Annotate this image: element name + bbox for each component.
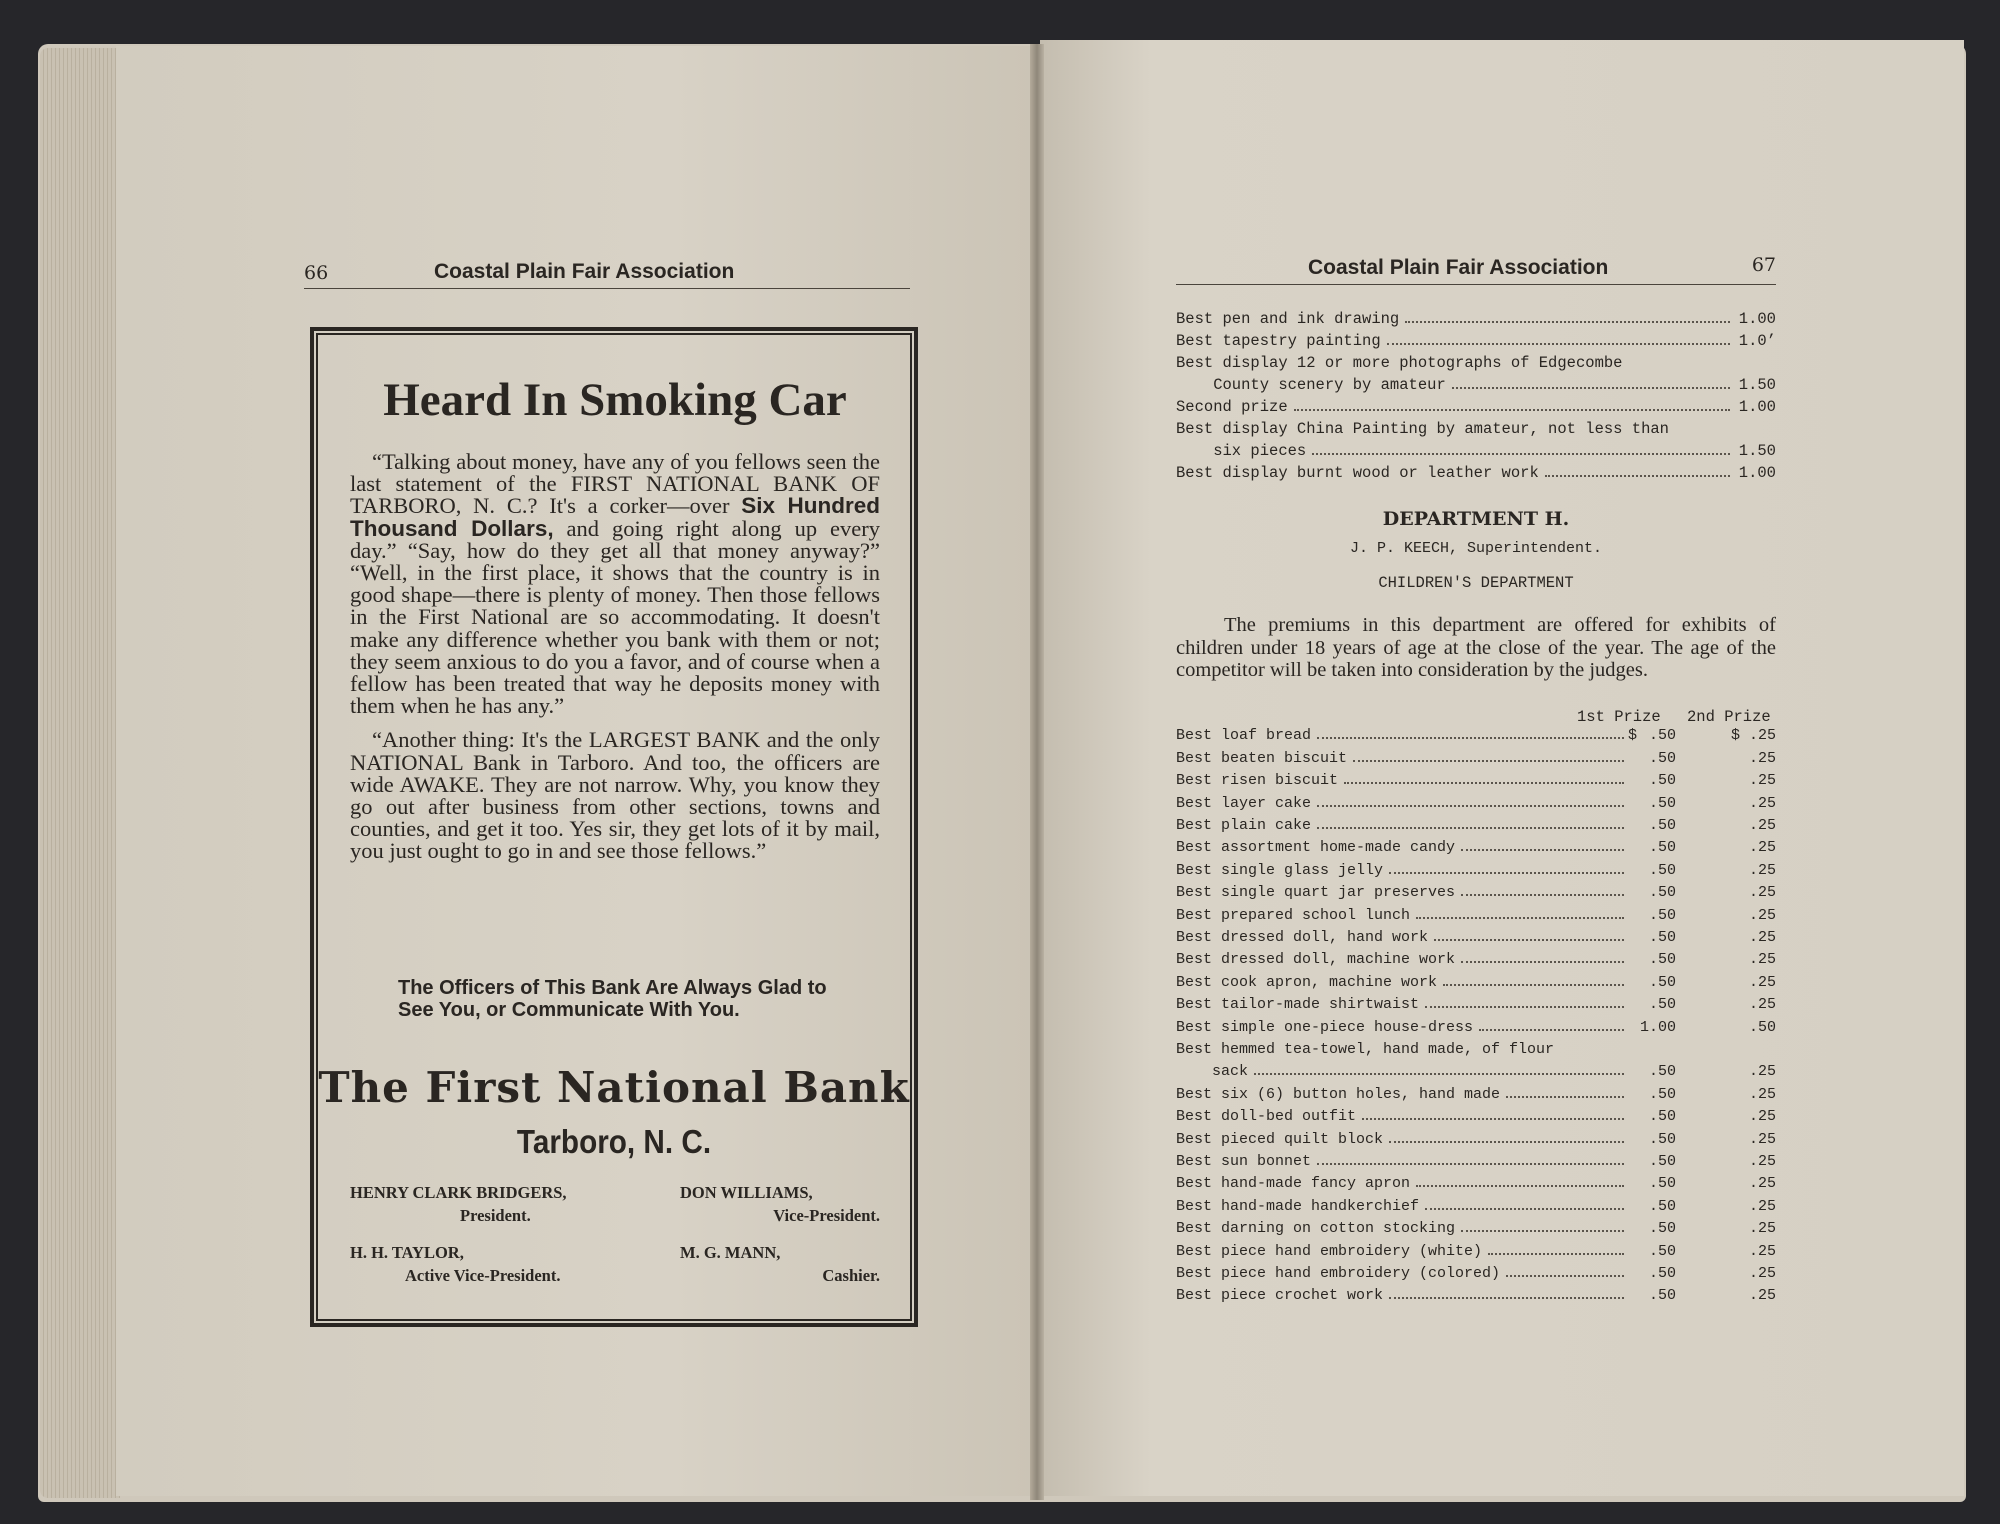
dot-leader (1405, 321, 1730, 323)
first-prize: .50 (1648, 996, 1676, 1014)
dot-leader (1479, 1029, 1624, 1031)
first-prize: .50 (1648, 1287, 1676, 1305)
prize-row (1176, 879, 1776, 901)
first-prize: .50 (1648, 1242, 1676, 1260)
dot-leader (1461, 961, 1624, 963)
prize-row (1176, 1148, 1776, 1170)
first-prize: .50 (1648, 861, 1676, 879)
first-prize: .50 (1648, 772, 1676, 790)
item-label: Best hand-made fancy apron (1176, 1175, 1411, 1193)
first-prize: .50 (1648, 1130, 1676, 1148)
first-prize: .50 (1648, 1152, 1676, 1170)
item-value: 1.00 (1738, 310, 1776, 328)
ad-paragraph-2: “Another thing: It's the LARGEST BANK and the only NATIONAL Bank in Tarboro. And too, the officers are wide AWAKE. They are not narrow. Why, you know they go out after business from other sections, towns and counties, and get it too. Yes sir, they get lots of it by mail, you just ought to go in and see those fellows.” (350, 727, 880, 864)
first-prize: .50 (1648, 906, 1676, 924)
item-label: Best six (6) button holes, hand made (1176, 1085, 1501, 1103)
item-value: 1.00 (1738, 464, 1776, 482)
second-prize: .25 (1748, 794, 1776, 812)
page-number: 66 (304, 262, 329, 284)
first-prize: 1.00 (1640, 1018, 1677, 1036)
first-prize: .50 (1648, 1085, 1676, 1103)
dot-leader (1317, 1163, 1624, 1165)
dot-leader (1425, 1208, 1624, 1210)
item-label: Best piece crochet work (1176, 1287, 1384, 1305)
item-label: Best simple one-piece house-dress (1176, 1018, 1474, 1036)
ad-title: Heard In Smoking Car (383, 374, 847, 426)
item-label: Best plain cake (1176, 816, 1312, 834)
item-label: Best tapestry painting (1176, 332, 1381, 350)
item-label: Best single quart jar preserves (1176, 884, 1456, 902)
bank-name: The First National Bank (318, 1063, 910, 1112)
prize-row (1176, 1013, 1776, 1035)
second-prize: .25 (1748, 906, 1776, 924)
prize-row (1176, 968, 1776, 990)
item-label: Second prize (1176, 398, 1288, 416)
right-running-header (1176, 256, 1776, 285)
prize-row (1176, 1103, 1776, 1125)
item-label: Best layer cake (1176, 794, 1312, 812)
second-prize: .25 (1748, 749, 1776, 767)
item-label: Best dressed doll, hand work (1176, 928, 1429, 946)
second-prize: .25 (1748, 1287, 1776, 1305)
item-label: Best doll-bed outfit (1176, 1108, 1357, 1126)
dot-leader (1387, 343, 1730, 345)
dot-leader (1312, 453, 1730, 455)
second-prize: .25 (1748, 861, 1776, 879)
dot-leader (1461, 894, 1624, 896)
book-gutter (1030, 44, 1044, 1500)
second-prize: .25 (1748, 996, 1776, 1014)
first-prize: .50 (1648, 928, 1676, 946)
officer: DON WILLIAMS, Vice-President. (680, 1183, 880, 1225)
second-prize: .25 (1748, 951, 1776, 969)
first-prize: .50 (1648, 884, 1676, 902)
dot-leader (1389, 872, 1624, 874)
item-label: Best piece hand embroidery (white) (1176, 1242, 1483, 1260)
prize-item (1176, 394, 1776, 416)
bank-advertisement (310, 327, 918, 1327)
first-prize: .50 (1648, 1220, 1676, 1238)
first-prize: .50 (1648, 727, 1676, 745)
first-prize: .50 (1648, 951, 1676, 969)
left-running-header (304, 260, 910, 289)
item-label: Best risen biscuit (1176, 772, 1339, 790)
prize-row (1176, 744, 1776, 766)
dot-leader (1416, 1185, 1624, 1187)
prize-item (1176, 350, 1776, 372)
first-prize: .50 (1648, 794, 1676, 812)
prize-item (1176, 372, 1776, 394)
page-edges (40, 48, 120, 1498)
item-label: Best cook apron, machine work (1176, 973, 1438, 991)
second-prize: .25 (1748, 973, 1776, 991)
item-label: six pieces (1176, 442, 1307, 460)
dot-leader (1506, 1096, 1624, 1098)
item-label: Best beaten biscuit (1176, 749, 1348, 767)
second-prize: $ .25 (1730, 727, 1776, 745)
item-value: 1.00 (1738, 398, 1776, 416)
item-label: Best hand-made handkerchief (1176, 1197, 1420, 1215)
prize-row (1176, 1215, 1776, 1237)
ad-body (350, 451, 880, 863)
dot-leader (1389, 1141, 1624, 1143)
first-prize: .50 (1648, 1063, 1676, 1081)
dot-leader (1443, 984, 1624, 986)
item-label: Best darning on cotton stocking (1176, 1220, 1456, 1238)
first-prize: .50 (1648, 1264, 1676, 1282)
item-label: Best display burnt wood or leather work (1176, 464, 1539, 482)
prize-item (1176, 416, 1776, 438)
prize-row (1176, 991, 1776, 1013)
officer: H. H. TAYLOR, Active Vice-President. (350, 1243, 561, 1285)
dot-leader (1294, 409, 1730, 411)
first-prize: .50 (1648, 816, 1676, 834)
dot-leader (1317, 737, 1624, 739)
superintendent: J. P. KEECH, Superintendent. (1349, 540, 1603, 557)
item-label: Best display 12 or more photographs of Edgecombe (1176, 354, 1623, 372)
department-heading: DEPARTMENT H. (1382, 508, 1570, 530)
prize-row (1176, 1036, 1776, 1058)
item-label: Best sun bonnet (1176, 1152, 1312, 1170)
first-prize: .50 (1648, 1175, 1676, 1193)
dot-leader (1461, 849, 1624, 851)
running-head-title: Coastal Plain Fair Association (1308, 256, 1609, 279)
item-label: Best pieced quilt block (1176, 1130, 1384, 1148)
dot-leader (1434, 939, 1624, 941)
first-prize: .50 (1648, 1108, 1676, 1126)
second-prize: .25 (1748, 928, 1776, 946)
first-prize: .50 (1648, 1197, 1676, 1215)
dot-leader (1452, 387, 1730, 389)
dot-leader (1488, 1253, 1624, 1255)
prize-row (1176, 901, 1776, 923)
prize-item (1176, 438, 1776, 460)
second-prize: .25 (1748, 816, 1776, 834)
second-prize: .25 (1748, 1085, 1776, 1103)
second-prize: .25 (1748, 884, 1776, 902)
prize-row (1176, 946, 1776, 968)
item-label: sack (1176, 1063, 1249, 1081)
page-number: 67 (1751, 254, 1776, 276)
second-prize: .25 (1748, 1220, 1776, 1238)
item-value: 1.50 (1738, 442, 1776, 460)
ad-paragraph-bold: Six Hundred Thousand Dollars, (350, 493, 880, 541)
ad-tagline: The Officers of This Bank Are Always Glad to See You, or Communicate With You. (398, 977, 827, 1021)
prize-row (1176, 1170, 1776, 1192)
bank-town: Tarboro, N. C. (516, 1123, 712, 1160)
first-prize: .50 (1648, 749, 1676, 767)
item-label: Best assortment home-made candy (1176, 839, 1456, 857)
second-prize: .25 (1748, 1152, 1776, 1170)
dot-leader (1506, 1275, 1624, 1277)
prize-row (1176, 1260, 1776, 1282)
second-prize: .50 (1748, 1018, 1776, 1036)
item-value: 1.0’ (1738, 332, 1776, 350)
prize-item (1176, 460, 1776, 482)
second-prize: .25 (1748, 1130, 1776, 1148)
item-label: County scenery by amateur (1176, 376, 1446, 394)
second-prize: .25 (1748, 1242, 1776, 1260)
prize-row (1176, 856, 1776, 878)
ad-paragraph-1a: “Talking about money, have any of you fellows seen the last statement of the FIRST NATIONAL BANK OF TARBORO, N. C.? It's a corker—over (350, 449, 880, 519)
intro-paragraph: The premiums in this department are offered for exhibits of children under 18 years of age at the close of the year. The age of the competitor will be taken into consideration by the judges. (1176, 614, 1776, 681)
prize-row (1176, 722, 1776, 744)
dot-leader (1344, 782, 1624, 784)
second-prize: .25 (1748, 1264, 1776, 1282)
prize-item (1176, 328, 1776, 350)
dollar-sign: $ (1628, 727, 1638, 745)
subdepartment-heading: CHILDREN'S DEPARTMENT (1378, 574, 1574, 592)
dot-leader (1425, 1006, 1624, 1008)
prize-row (1176, 1080, 1776, 1102)
ad-paragraph-1b: and going right along up every day.” “Say, how do they get all that money anyway?” “Well, in the first place, it shows that the country is in good shape—there is plenty of money. Then those fellows in the First National are so accommodating. It doesn't make any difference whether you bank with them or not; they seem anxious to do you a favor, and of course when a fellow has been treated that way he deposits money with them when he has any.” (350, 515, 881, 719)
dot-leader (1362, 1118, 1624, 1120)
item-value: 1.50 (1738, 376, 1776, 394)
officer: HENRY CLARK BRIDGERS, President. (350, 1183, 567, 1225)
item-label: Best piece hand embroidery (colored) (1176, 1264, 1501, 1282)
officer: M. G. MANN, Cashier. (680, 1243, 880, 1285)
dot-leader (1389, 1297, 1624, 1299)
item-label: Best display China Painting by amateur, not less than (1176, 420, 1669, 438)
prize-row (1176, 1058, 1776, 1080)
second-prize: .25 (1748, 1108, 1776, 1126)
prize-row (1176, 1125, 1776, 1147)
column-header-1st: 1st Prize (1577, 708, 1661, 726)
prize-row (1176, 789, 1776, 811)
dot-leader (1545, 475, 1730, 477)
running-head-title: Coastal Plain Fair Association (434, 260, 735, 283)
item-label: Best pen and ink drawing (1176, 310, 1400, 328)
dot-leader (1317, 805, 1624, 807)
item-label: Best hemmed tea-towel, hand made, of flour (1176, 1040, 1555, 1058)
first-prize: .50 (1648, 839, 1676, 857)
prize-row (1176, 834, 1776, 856)
prize-item (1176, 306, 1776, 328)
dot-leader (1317, 827, 1624, 829)
second-prize: .25 (1748, 1197, 1776, 1215)
item-label: Best tailor-made shirtwaist (1176, 996, 1420, 1014)
first-prize: .50 (1648, 973, 1676, 991)
item-label: Best dressed doll, machine work (1176, 951, 1456, 969)
prize-row (1176, 1192, 1776, 1214)
dot-leader (1353, 760, 1624, 762)
dot-leader (1254, 1073, 1624, 1075)
prize-row (1176, 924, 1776, 946)
column-header-2nd: 2nd Prize (1687, 708, 1771, 726)
second-prize: .25 (1748, 839, 1776, 857)
dot-leader (1416, 917, 1624, 919)
prize-row (1176, 1282, 1776, 1304)
second-prize: .25 (1748, 1063, 1776, 1081)
second-prize: .25 (1748, 1175, 1776, 1193)
item-label: Best loaf bread (1176, 727, 1312, 745)
item-label: Best prepared school lunch (1176, 906, 1411, 924)
item-label: Best single glass jelly (1176, 861, 1384, 879)
prize-row (1176, 1237, 1776, 1259)
dot-leader (1461, 1230, 1624, 1232)
second-prize: .25 (1748, 772, 1776, 790)
prize-row (1176, 767, 1776, 789)
prize-row (1176, 812, 1776, 834)
